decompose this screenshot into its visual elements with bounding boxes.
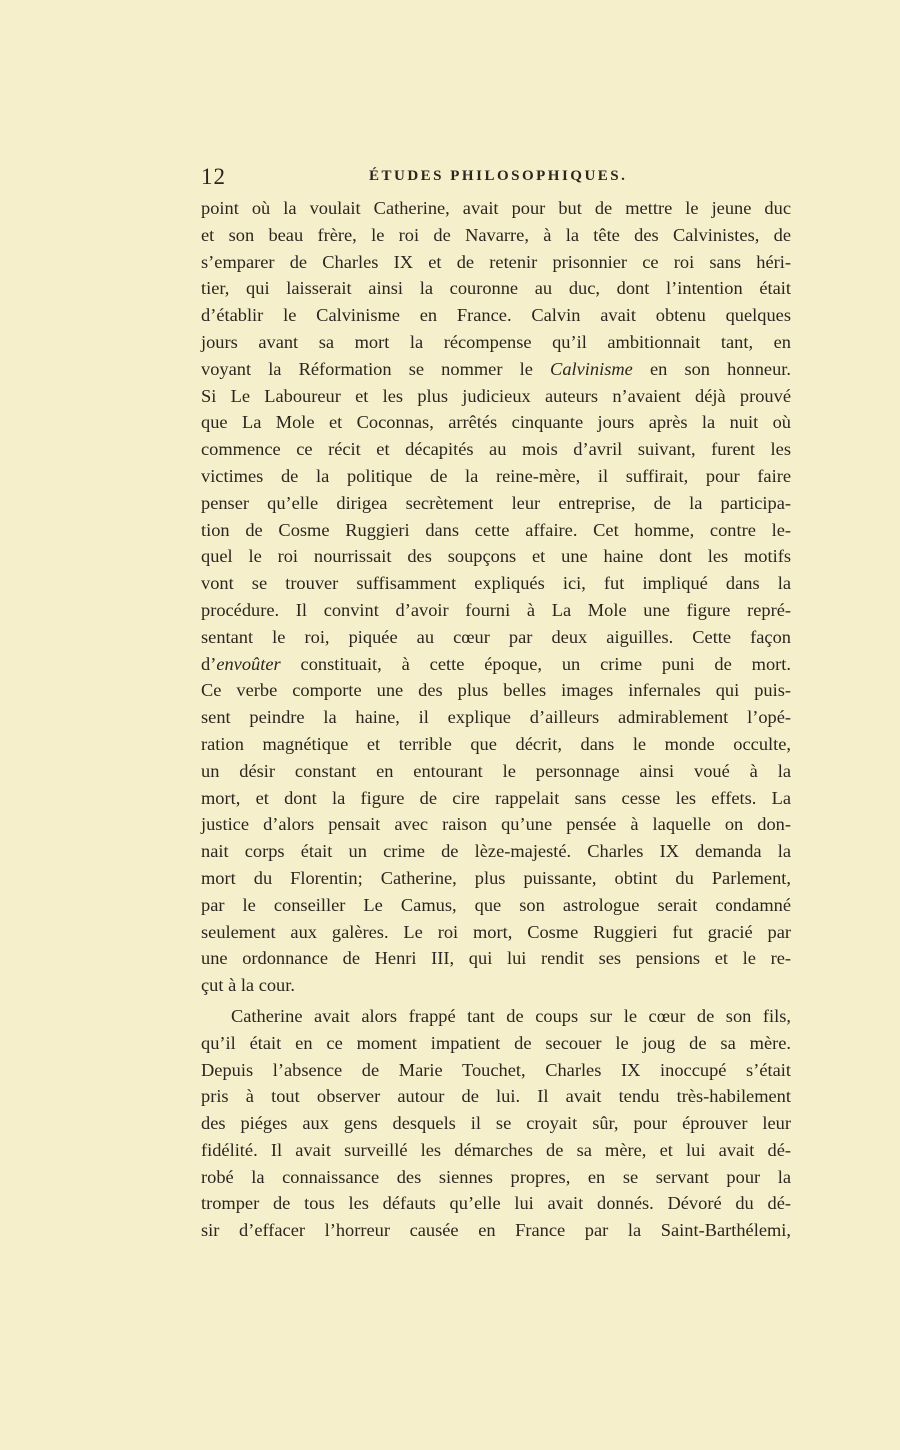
text-line: robé la connaissance des siennes propres, en se servant pour la (201, 1166, 791, 1187)
text-line: une ordonnance de Henri III, qui lui rendit ses pensions et le re- (201, 948, 791, 969)
text-line: jours avant sa mort la récompense qu’il ambitionnait tant, en (201, 331, 791, 352)
text-line: quel le roi nourrissait des soupçons et une haine dont les motifs (201, 546, 791, 567)
text-line: procédure. Il convint d’avoir fourni à La Mole une figure repré- (201, 599, 791, 620)
text-line: tier, qui laisserait ainsi la couronne au duc, dont l’intention était (201, 278, 791, 299)
text-line: Si Le Laboureur et les plus judicieux auteurs n’avaient déjà prouvé (201, 385, 791, 406)
text-line: ration magnétique et terrible que décrit, dans le monde occulte, (201, 733, 791, 754)
text-line: vont se trouver suffisamment expliqués ici, fut impliqué dans la (201, 573, 791, 594)
text-span: voyant la Réformation se nommer le (201, 358, 551, 379)
text-line: seulement aux galères. Le roi mort, Cosme Ruggieri fut gracié par (201, 921, 791, 942)
text-line: çut à la cour. (201, 975, 295, 996)
text-line: point où la voulait Catherine, avait pour but de mettre le jeune duc (201, 198, 791, 218)
text-line: un désir constant en entourant le personnage ainsi voué à la (201, 760, 791, 781)
text-line: mort du Florentin; Catherine, plus puissante, obtint du Parlement, (201, 867, 791, 888)
text-span: d’ (201, 653, 217, 674)
text-line: commence ce récit et décapités au mois d’avril suivant, furent les (201, 439, 791, 460)
text-line: Ce verbe comporte une des plus belles images infernales qui puis- (201, 680, 791, 701)
body-text (201, 195, 791, 1244)
page-number: 12 (201, 164, 226, 189)
text-line: et son beau frère, le roi de Navarre, à la tête des Calvinistes, de (201, 224, 791, 245)
text-line: penser qu’elle dirigea secrètement leur entreprise, de la participa- (201, 492, 791, 513)
text-line: Depuis l’absence de Marie Touchet, Charles IX inoccupé s’était (201, 1059, 791, 1080)
text-line: tion de Cosme Ruggieri dans cette affaire. Cet homme, contre le- (201, 519, 791, 540)
text-line (201, 356, 791, 383)
text-line: sent peindre la haine, il explique d’ailleurs admirablement l’opé- (201, 707, 791, 728)
text-line: des piéges aux gens desquels il se croyait sûr, pour éprouver leur (201, 1113, 791, 1134)
page-header (201, 164, 791, 190)
text-line (201, 651, 791, 678)
italic-term: Calvinisme (550, 358, 633, 379)
text-line: pris à tout observer autour de lui. Il avait tendu très-habilement (201, 1086, 791, 1107)
running-title: ÉTUDES PHILOSOPHIQUES. (369, 168, 628, 184)
text-line: justice d’alors pensait avec raison qu’une pensée à laquelle on don- (201, 814, 791, 835)
text-line: que La Mole et Coconnas, arrêtés cinquante jours après la nuit où (201, 412, 791, 433)
text-line: fidélité. Il avait surveillé les démarches de sa mère, et lui avait dé- (201, 1139, 791, 1160)
text-span: constituait, à cette époque, un crime puni de mort. (280, 653, 791, 674)
text-line: nait corps était un crime de lèze-majesté. Charles IX demanda la (201, 841, 791, 862)
text-line: sentant le roi, piquée au cœur par deux aiguilles. Cette façon (201, 626, 791, 647)
text-line: par le conseiller Le Camus, que son astrologue serait condamné (201, 894, 791, 915)
text-line: d’établir le Calvinisme en France. Calvin avait obtenu quelques (201, 305, 791, 326)
text-line: mort, et dont la figure de cire rappelait sans cesse les effets. La (201, 787, 791, 808)
text-line: sir d’effacer l’horreur causée en France par la Saint-Barthélemi, (201, 1220, 791, 1241)
text-line: Catherine avait alors frappé tant de coups sur le cœur de son fils, (231, 1005, 791, 1026)
text-line: victimes de la politique de la reine-mère, il suffirait, pour faire (201, 465, 791, 486)
text-span: en son honneur. (632, 358, 791, 379)
italic-term: envoûter (216, 653, 281, 674)
text-line: s’emparer de Charles IX et de retenir prisonnier ce roi sans héri- (201, 251, 791, 272)
text-line: qu’il était en ce moment impatient de secouer le joug de sa mère. (201, 1032, 791, 1053)
text-line: tromper de tous les défauts qu’elle lui avait donnés. Dévoré du dé- (201, 1193, 791, 1214)
